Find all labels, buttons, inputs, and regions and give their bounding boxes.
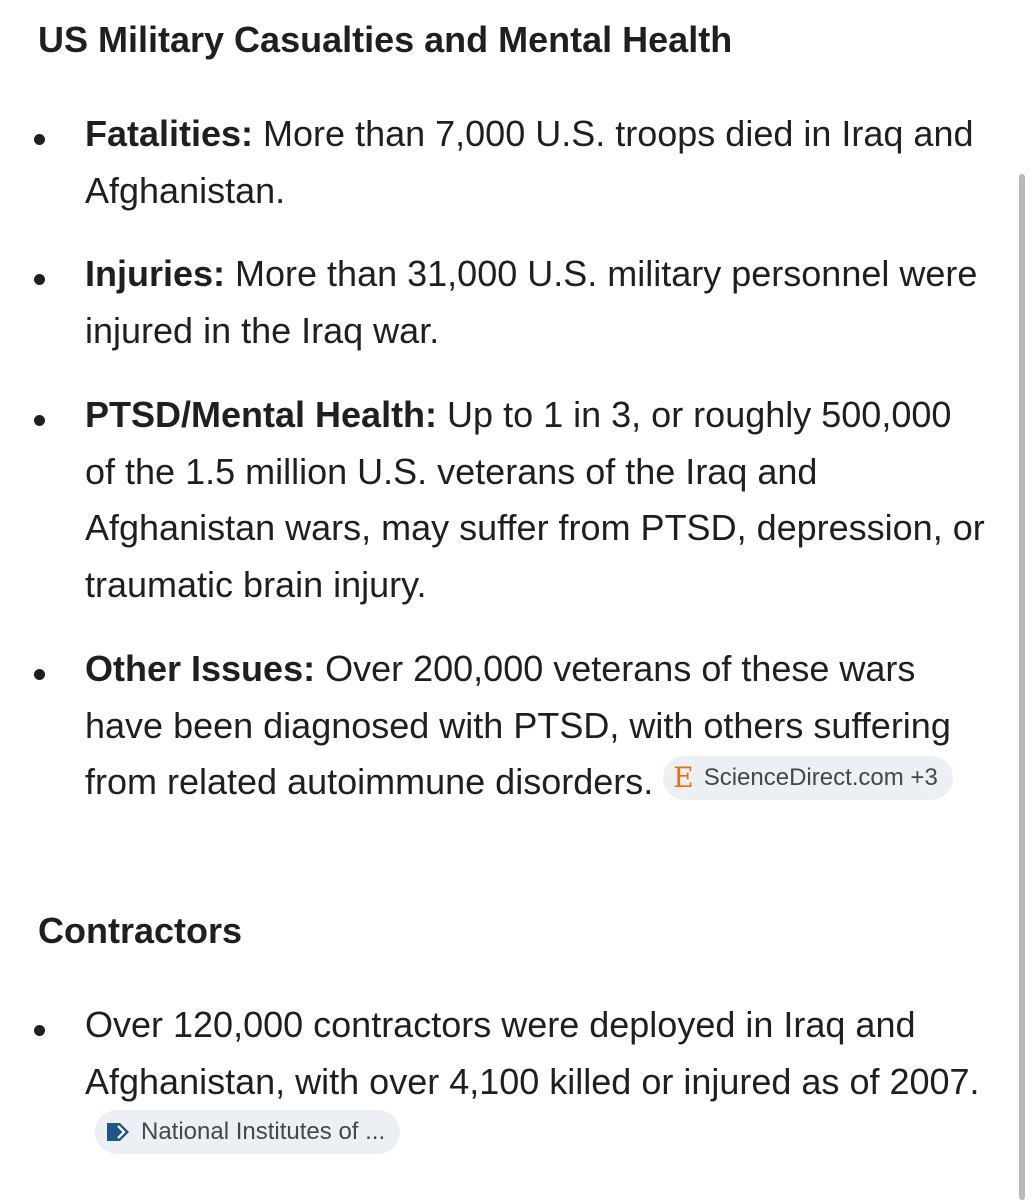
bullet-dot xyxy=(34,415,45,426)
list-item-body: More than 7,000 U.S. troops died in Iraq and Afghanistan. xyxy=(85,113,974,211)
nih-icon xyxy=(105,1121,131,1143)
bullet-dot xyxy=(34,1025,45,1036)
elsevier-icon: E xyxy=(673,761,694,794)
list-item-text xyxy=(85,387,990,613)
list-item-label: Other Issues: xyxy=(85,648,316,689)
bullet-dot xyxy=(34,669,45,680)
list-item-body: More than 31,000 U.S. military personnel were injured in the Iraq war. xyxy=(85,253,978,351)
scrollbar[interactable] xyxy=(1019,174,1025,1200)
source-chip-nih[interactable] xyxy=(95,1110,400,1154)
list-item-body: Over 200,000 veterans of these wars have been diagnosed with PTSD, with others suffering from related autoimmune disorders. xyxy=(85,648,951,802)
list-item-label: Fatalities: xyxy=(85,113,254,154)
list-item-body: Over 120,000 contractors were deployed in Iraq and Afghanistan, with over 4,100 killed or injured as of 2007. xyxy=(85,1004,980,1102)
source-chip-label: ScienceDirect.com +3 xyxy=(703,764,938,791)
source-chip-label: National Institutes of ... xyxy=(141,1118,386,1145)
list-item-label: Injuries: xyxy=(85,253,226,294)
section-heading-contractors: Contractors xyxy=(38,910,243,951)
list-item-text xyxy=(85,106,990,219)
section-heading-casualties: US Military Casualties and Mental Health xyxy=(38,19,733,60)
list-item-text xyxy=(85,641,990,811)
list-item-text xyxy=(85,246,990,359)
list-item-body: Up to 1 in 3, or roughly 500,000 of the 1.5 million U.S. veterans of the Iraq and Afghanistan wars, may suffer from PTSD, depression, or traumatic brain injury. xyxy=(85,394,985,605)
list-item-text xyxy=(85,997,990,1167)
bullet-dot xyxy=(34,134,45,145)
bullet-dot xyxy=(34,274,45,285)
source-chip-sciencedirect[interactable] xyxy=(663,756,953,800)
list-item-label: PTSD/Mental Health: xyxy=(85,394,438,435)
